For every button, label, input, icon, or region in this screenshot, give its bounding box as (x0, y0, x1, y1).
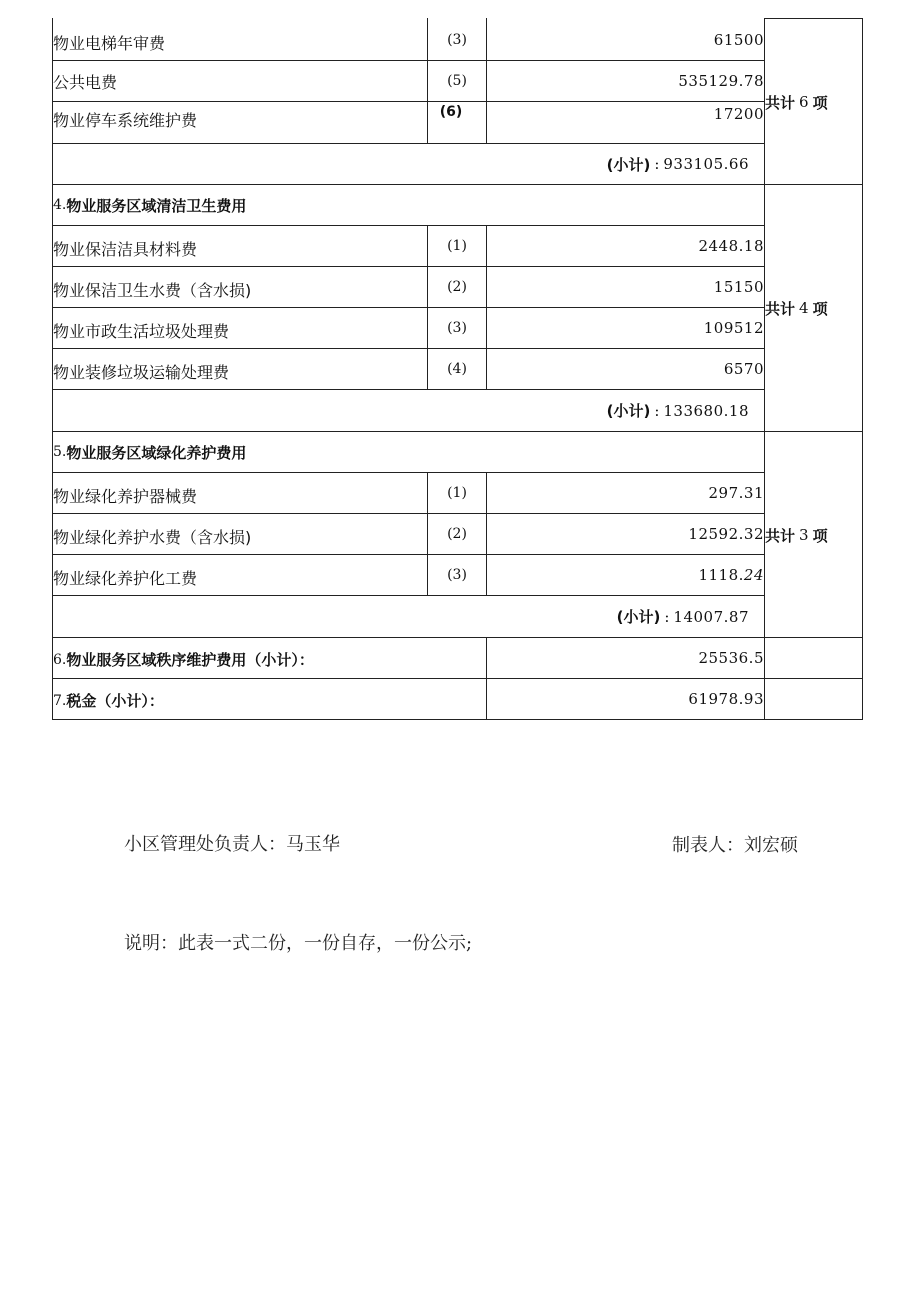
section-amount: 61978.93 (688, 690, 764, 708)
item-count (765, 82, 862, 122)
section-title: 税金（小计）： (66, 692, 164, 710)
item-amount: 17200 (713, 105, 764, 123)
count-number: 6 (799, 93, 809, 111)
section-number: 5. (53, 444, 67, 460)
subtotal (53, 596, 749, 637)
item-amount: 109512 (703, 319, 764, 337)
count-label: 共计 (765, 299, 796, 318)
item-name: 物业保洁卫生水费（含水损) (53, 280, 252, 300)
amount-main: 1118. (698, 566, 744, 584)
item-amount: 297.31 (708, 484, 764, 502)
subtotal-value: 14007.87 (673, 607, 749, 626)
row-divider (52, 719, 863, 720)
count-unit: 项 (812, 526, 828, 545)
item-amount: 15150 (713, 278, 764, 296)
count-unit: 项 (812, 93, 828, 112)
preparer-signature: 制表人：刘宏硕 (672, 835, 798, 856)
row-divider (764, 18, 863, 19)
col-divider (862, 18, 863, 720)
amount-italic: 24 (743, 566, 764, 584)
subtotal-label: (小计) (616, 608, 661, 626)
subtotal-label: (小计) (606, 402, 651, 420)
section-number: 7. (53, 692, 67, 709)
section-heading (53, 185, 246, 225)
item-name: 物业绿化养护器械费 (53, 486, 198, 506)
count-number: 3 (799, 526, 809, 544)
subtotal-value: 133680.18 (663, 401, 749, 420)
section-title: 物业服务区域秩序维护费用（小计）： (66, 651, 314, 669)
item-amount: 12592.32 (688, 525, 764, 543)
subtotal-colon: : (654, 155, 660, 173)
item-index: (3) (447, 567, 467, 583)
section-title: 物业服务区域绿化养护费用 (66, 443, 247, 462)
item-index: (4) (447, 361, 467, 377)
subtotal (53, 390, 749, 431)
subtotal-label: (小计) (606, 155, 651, 174)
item-amount: 6570 (723, 360, 764, 378)
item-amount: 535129.78 (678, 72, 764, 90)
item-index: (2) (447, 526, 467, 542)
item-index: (5) (447, 73, 467, 89)
subtotal-colon: : (664, 607, 670, 626)
item-index: (1) (447, 238, 467, 254)
item-name: 物业电梯年审费 (53, 33, 166, 53)
note: 说明：此表一式二份，一份自存，一份公示; (124, 933, 473, 954)
item-amount: 2448.18 (698, 237, 764, 255)
section-number: 4. (53, 197, 67, 213)
item-amount (487, 555, 764, 595)
item-name: 物业市政生活垃圾处理费 (53, 321, 230, 341)
item-amount: 61500 (713, 30, 764, 49)
manager-signature: 小区管理处负责人：马玉华 (124, 834, 340, 855)
item-name: 物业绿化养护化工费 (53, 568, 198, 588)
item-name: 公共电费 (53, 73, 118, 92)
section-heading (53, 679, 164, 722)
count-label: 共计 (765, 93, 796, 112)
col-divider (764, 18, 765, 720)
item-index: (3) (447, 31, 467, 48)
item-index: (2) (447, 279, 467, 295)
item-index: (3) (447, 320, 467, 336)
item-count (765, 515, 862, 555)
item-index: (1) (447, 485, 467, 501)
count-unit: 项 (812, 299, 828, 318)
item-name: 物业装修垃圾运输处理费 (53, 362, 230, 382)
section-number: 6. (53, 651, 67, 668)
section-heading (53, 432, 246, 472)
item-name: 物业停车系统维护费 (53, 110, 198, 130)
section-heading (53, 638, 314, 681)
count-number: 4 (799, 299, 809, 317)
item-name: 物业绿化养护水费（含水损) (53, 527, 252, 547)
item-index: (6) (439, 104, 463, 120)
subtotal-value: 933105.66 (663, 155, 749, 173)
subtotal-colon: : (654, 401, 660, 420)
section-title: 物业服务区域清洁卫生费用 (66, 196, 247, 215)
count-label: 共计 (765, 526, 796, 545)
subtotal (53, 144, 749, 184)
section-amount: 25536.5 (698, 649, 764, 667)
item-name: 物业保洁洁具材料费 (53, 239, 198, 259)
item-count (765, 288, 862, 328)
